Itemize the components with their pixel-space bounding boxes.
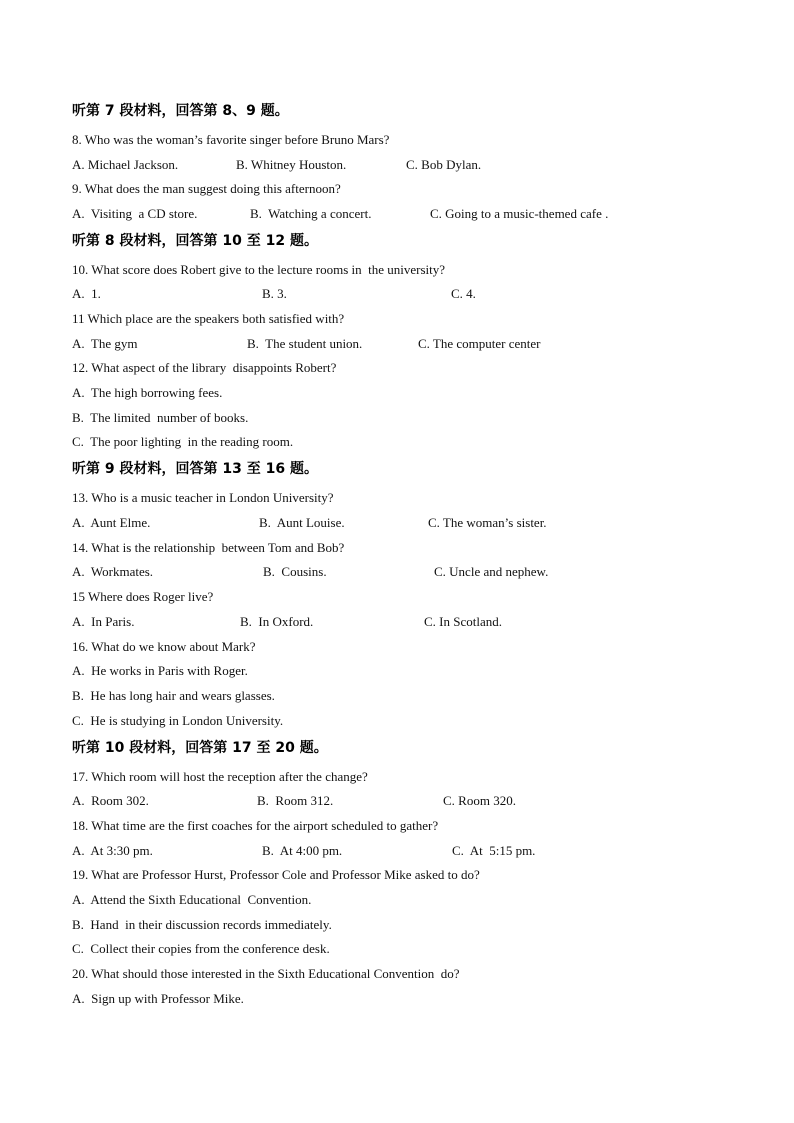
question-option: B. He has long hair and wears glasses. [72, 688, 275, 703]
question-option: A. The gym [72, 336, 138, 351]
question-stem: 13. Who is a music teacher in London University? [72, 490, 334, 505]
question-option: C. The computer center [418, 336, 541, 351]
question-option: C. Collect their copies from the conference desk. [72, 941, 330, 956]
question-option: B. At 4:00 pm. [262, 843, 343, 858]
question-stem: 9. What does the man suggest doing this afternoon? [72, 181, 341, 196]
question-stem: 12. What aspect of the library disappoints Robert? [72, 360, 337, 375]
question-option: C. Uncle and nephew. [434, 564, 549, 579]
question-stem: 8. Who was the woman’s favorite singer before Bruno Mars? [72, 132, 390, 147]
question-option: C. Room 320. [443, 793, 516, 808]
question-stem: 11 Which place are the speakers both satisfied with? [72, 311, 345, 326]
question-option: A. Workmates. [72, 564, 154, 579]
question-option: A. Michael Jackson. [72, 157, 179, 172]
question-option: A. The high borrowing fees. [72, 385, 223, 400]
question-stem: 20. What should those interested in the Sixth Educational Convention do? [72, 966, 460, 981]
question-stem: 18. What time are the first coaches for the airport scheduled to gather? [72, 818, 439, 833]
question-option: A. Attend the Sixth Educational Convention. [72, 892, 312, 907]
question-option: C. The woman’s sister. [428, 515, 547, 530]
question-option: B. The limited number of books. [72, 410, 249, 425]
question-option: A. Room 302. [72, 793, 149, 808]
question-option: C. Going to a music-themed cafe . [430, 206, 609, 221]
question-option: A. He works in Paris with Roger. [72, 663, 248, 678]
section-heading: 听第 9 段材料，回答第 13 至 16 题。 [72, 461, 318, 477]
question-option: C. He is studying in London University. [72, 713, 284, 728]
question-stem: 15 Where does Roger live? [72, 589, 214, 604]
question-stem: 17. Which room will host the reception after the change? [72, 769, 368, 784]
question-option: B. 3. [262, 286, 287, 301]
question-option: B. Watching a concert. [250, 206, 372, 221]
question-stem: 10. What score does Robert give to the lecture rooms in the university? [72, 262, 446, 277]
question-stem: 19. What are Professor Hurst, Professor Cole and Professor Mike asked to do? [72, 867, 480, 882]
question-option: B. Room 312. [257, 793, 334, 808]
question-option: A. 1. [72, 286, 101, 301]
question-option: B. In Oxford. [240, 614, 314, 629]
question-option: B. Hand in their discussion records immediately. [72, 917, 332, 932]
question-option: B. Whitney Houston. [236, 157, 347, 172]
question-option: B. Aunt Louise. [259, 515, 345, 530]
question-stem: 14. What is the relationship between Tom and Bob? [72, 540, 345, 555]
question-stem: 16. What do we know about Mark? [72, 639, 256, 654]
question-option: A. At 3:30 pm. [72, 843, 153, 858]
question-option: C. 4. [451, 286, 476, 301]
question-option: A. Visiting a CD store. [72, 206, 198, 221]
question-option: A. In Paris. [72, 614, 135, 629]
question-option: C. The poor lighting in the reading room. [72, 434, 294, 449]
question-option: C. Bob Dylan. [406, 157, 482, 172]
question-option: C. In Scotland. [424, 614, 502, 629]
question-option: B. Cousins. [263, 564, 327, 579]
question-option: B. The student union. [247, 336, 363, 351]
section-heading: 听第 10 段材料，回答第 17 至 20 题。 [72, 740, 328, 756]
question-option: C. At 5:15 pm. [452, 843, 536, 858]
question-option: A. Aunt Elme. [72, 515, 151, 530]
section-heading: 听第 8 段材料，回答第 10 至 12 题。 [72, 233, 318, 249]
question-option: A. Sign up with Professor Mike. [72, 991, 244, 1006]
section-heading: 听第 7 段材料，回答第 8、9 题。 [72, 103, 289, 119]
